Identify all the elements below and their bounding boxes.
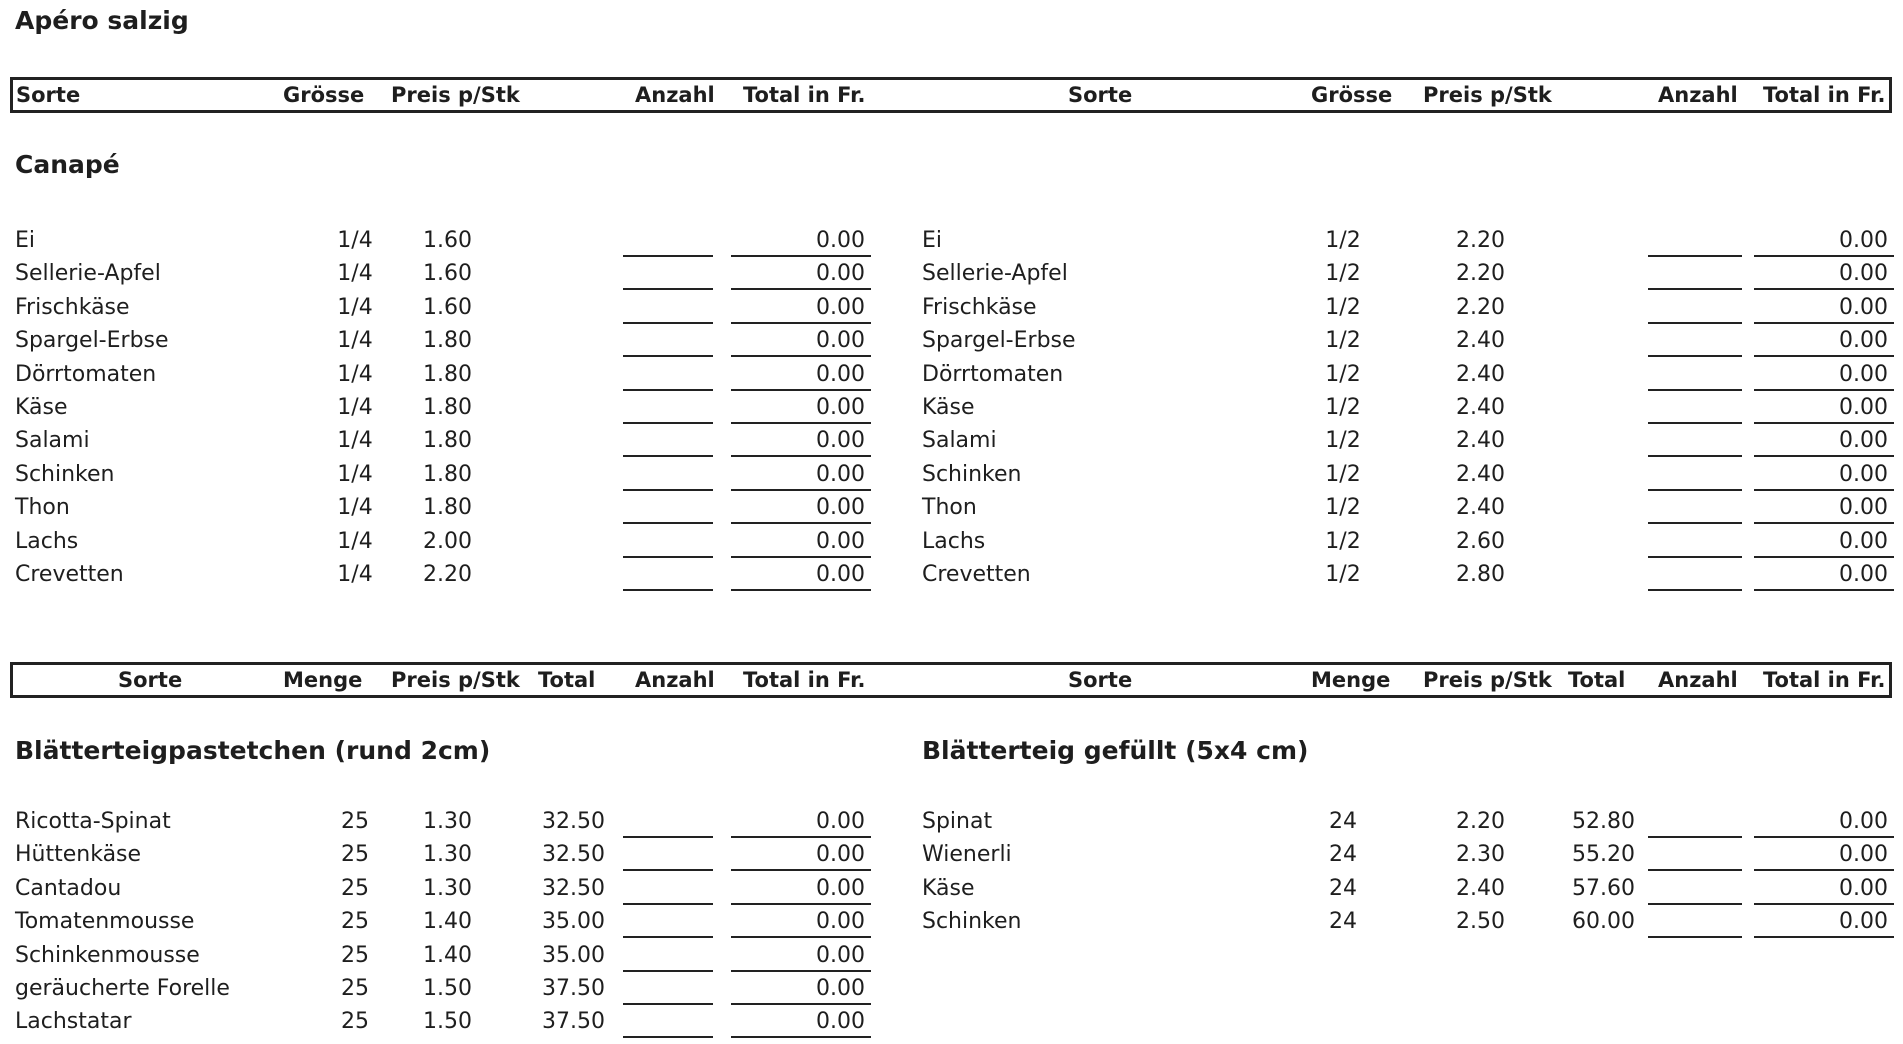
item-name: Crevetten xyxy=(922,562,1031,587)
item-price: 2.40 xyxy=(1456,495,1505,521)
item-name: Sellerie-Apfel xyxy=(922,261,1068,287)
item-price: 1.40 xyxy=(423,942,472,968)
item-total: 0.00 xyxy=(816,562,865,587)
header-sorte-right: Sorte xyxy=(1068,83,1133,107)
item-price: 1.80 xyxy=(423,428,472,454)
table-row xyxy=(0,391,1903,424)
header-total: Total in Fr. xyxy=(743,83,866,107)
item-total: 0.00 xyxy=(1839,809,1888,834)
item-name: Frischkäse xyxy=(15,294,130,320)
item-size: 1/4 xyxy=(337,528,373,554)
header-menge: Menge xyxy=(283,668,363,692)
item-name: Thon xyxy=(922,495,977,521)
item-quantity: 25 xyxy=(341,909,369,935)
item-total: 0.00 xyxy=(816,261,865,287)
item-total: 0.00 xyxy=(1839,562,1888,587)
table-row xyxy=(0,324,1903,357)
item-name: Ei xyxy=(922,228,943,253)
header-preis: Preis p/Stk xyxy=(391,668,520,692)
total-line[interactable] xyxy=(731,1036,871,1038)
item-price: 2.20 xyxy=(1456,809,1505,834)
item-name: Käse xyxy=(922,395,975,420)
item-price: 1.50 xyxy=(423,976,472,1001)
item-total: 0.00 xyxy=(1839,842,1888,868)
item-total: 0.00 xyxy=(816,228,865,253)
item-subtotal: 32.50 xyxy=(542,809,605,834)
item-name: Spargel-Erbse xyxy=(922,328,1076,354)
item-subtotal: 35.00 xyxy=(542,909,605,935)
header-preis-right: Preis p/Stk xyxy=(1423,668,1552,692)
item-price: 2.60 xyxy=(1456,528,1505,554)
table-row xyxy=(0,838,1903,871)
item-price: 2.40 xyxy=(1456,461,1505,487)
item-price: 2.20 xyxy=(1456,294,1505,320)
item-size: 1/4 xyxy=(337,294,373,320)
header-groesse: Grösse xyxy=(283,83,365,107)
item-price: 2.40 xyxy=(1456,361,1505,387)
item-total: 0.00 xyxy=(816,976,865,1001)
item-name: Lachs xyxy=(922,528,986,554)
table-row xyxy=(0,905,1903,938)
item-total: 0.00 xyxy=(1839,361,1888,387)
item-size: 1/2 xyxy=(1325,428,1361,454)
item-quantity: 25 xyxy=(341,809,369,834)
item-size: 1/2 xyxy=(1325,528,1361,554)
item-name: Thon xyxy=(15,495,70,521)
item-price: 1.60 xyxy=(423,294,472,320)
item-price: 1.80 xyxy=(423,461,472,487)
item-subtotal: 35.00 xyxy=(542,942,605,968)
header-preis-right: Preis p/Stk xyxy=(1423,83,1552,107)
item-size: 1/2 xyxy=(1325,261,1361,287)
header-menge-right: Menge xyxy=(1311,668,1391,692)
table-row xyxy=(0,458,1903,491)
item-quantity: 24 xyxy=(1329,809,1357,834)
item-quantity: 24 xyxy=(1329,875,1357,901)
item-subtotal: 32.50 xyxy=(542,875,605,901)
total-line[interactable] xyxy=(1754,936,1894,938)
item-total: 0.00 xyxy=(816,842,865,868)
page-title: Apéro salzig xyxy=(15,6,189,35)
item-name: Crevetten xyxy=(15,562,124,587)
item-price: 1.30 xyxy=(423,842,472,868)
item-name: geräucherte Forelle xyxy=(15,976,230,1001)
header-anzahl-right: Anzahl xyxy=(1658,668,1738,692)
item-total: 0.00 xyxy=(816,875,865,901)
table-row xyxy=(0,872,1903,905)
item-price: 2.30 xyxy=(1456,842,1505,868)
item-price: 2.20 xyxy=(1456,228,1505,253)
item-size: 1/4 xyxy=(337,395,373,420)
item-name: Schinkenmousse xyxy=(15,942,200,968)
item-subtotal: 52.80 xyxy=(1572,809,1635,834)
section-title-pastetchen: Blätterteigpastetchen (rund 2cm) xyxy=(15,736,491,765)
item-total: 0.00 xyxy=(1839,528,1888,554)
item-size: 1/4 xyxy=(337,461,373,487)
item-total: 0.00 xyxy=(816,395,865,420)
item-price: 1.80 xyxy=(423,395,472,420)
item-total: 0.00 xyxy=(816,294,865,320)
item-quantity: 25 xyxy=(341,875,369,901)
header-total-right: Total in Fr. xyxy=(1763,668,1886,692)
column-header-bar-canape xyxy=(10,77,1892,113)
item-size: 1/4 xyxy=(337,261,373,287)
item-price: 1.80 xyxy=(423,495,472,521)
item-total: 0.00 xyxy=(1839,294,1888,320)
table-row xyxy=(0,558,1903,591)
item-name: Schinken xyxy=(15,461,115,487)
item-total: 0.00 xyxy=(816,428,865,454)
item-size: 1/4 xyxy=(337,562,373,587)
item-price: 2.40 xyxy=(1456,428,1505,454)
item-total: 0.00 xyxy=(1839,395,1888,420)
item-name: Sellerie-Apfel xyxy=(15,261,161,287)
item-quantity: 25 xyxy=(341,976,369,1001)
item-price: 1.30 xyxy=(423,809,472,834)
item-size: 1/2 xyxy=(1325,228,1361,253)
item-total: 0.00 xyxy=(1839,328,1888,354)
item-size: 1/2 xyxy=(1325,395,1361,420)
table-row xyxy=(0,491,1903,524)
item-total: 0.00 xyxy=(816,461,865,487)
item-price: 1.80 xyxy=(423,361,472,387)
item-size: 1/2 xyxy=(1325,461,1361,487)
table-row xyxy=(0,525,1903,558)
item-name: Käse xyxy=(922,875,975,901)
table-row xyxy=(0,939,1903,972)
item-size: 1/4 xyxy=(337,228,373,253)
item-price: 1.60 xyxy=(423,261,472,287)
header-anzahl: Anzahl xyxy=(635,668,715,692)
item-total: 0.00 xyxy=(816,909,865,935)
table-row xyxy=(0,257,1903,290)
item-price: 1.50 xyxy=(423,1009,472,1035)
item-name: Salami xyxy=(922,428,997,454)
item-name: Frischkäse xyxy=(922,294,1037,320)
item-quantity: 24 xyxy=(1329,842,1357,868)
item-total: 0.00 xyxy=(816,328,865,354)
item-total: 0.00 xyxy=(1839,495,1888,521)
item-name: Ricotta-Spinat xyxy=(15,809,171,834)
table-row xyxy=(0,358,1903,391)
item-total: 0.00 xyxy=(1839,875,1888,901)
item-name: Lachstatar xyxy=(15,1009,132,1035)
item-size: 1/2 xyxy=(1325,328,1361,354)
item-quantity: 25 xyxy=(341,942,369,968)
item-name: Ei xyxy=(15,228,36,253)
item-total: 0.00 xyxy=(816,942,865,968)
item-name: Salami xyxy=(15,428,90,454)
item-price: 2.40 xyxy=(1456,328,1505,354)
table-row xyxy=(0,805,1903,838)
item-price: 1.30 xyxy=(423,875,472,901)
item-price: 2.40 xyxy=(1456,875,1505,901)
item-name: Spargel-Erbse xyxy=(15,328,169,354)
header-total-right: Total in Fr. xyxy=(1763,83,1886,107)
item-size: 1/4 xyxy=(337,328,373,354)
item-price: 2.20 xyxy=(1456,261,1505,287)
item-price: 2.20 xyxy=(423,562,472,587)
table-row xyxy=(0,424,1903,457)
item-subtotal: 57.60 xyxy=(1572,875,1635,901)
anzahl-input-line[interactable] xyxy=(623,1036,713,1038)
item-total: 0.00 xyxy=(1839,228,1888,253)
header-sorte: Sorte xyxy=(16,83,81,107)
item-total: 0.00 xyxy=(816,1009,865,1035)
item-quantity: 24 xyxy=(1329,909,1357,935)
table-row xyxy=(0,972,1903,1005)
item-subtotal: 55.20 xyxy=(1572,842,1635,868)
item-size: 1/2 xyxy=(1325,294,1361,320)
anzahl-input-line[interactable] xyxy=(1648,936,1742,938)
item-subtotal: 60.00 xyxy=(1572,909,1635,935)
item-price: 1.40 xyxy=(423,909,472,935)
item-name: Dörrtomaten xyxy=(922,361,1064,387)
item-size: 1/2 xyxy=(1325,361,1361,387)
item-total: 0.00 xyxy=(1839,428,1888,454)
item-subtotal: 32.50 xyxy=(542,842,605,868)
item-size: 1/2 xyxy=(1325,495,1361,521)
header-total: Total in Fr. xyxy=(743,668,866,692)
item-size: 1/4 xyxy=(337,428,373,454)
item-name: Cantadou xyxy=(15,875,122,901)
item-quantity: 25 xyxy=(341,842,369,868)
item-name: Lachs xyxy=(15,528,79,554)
item-name: Hüttenkäse xyxy=(15,842,142,868)
item-total: 0.00 xyxy=(816,495,865,521)
item-price: 2.00 xyxy=(423,528,472,554)
header-anzahl-right: Anzahl xyxy=(1658,83,1738,107)
item-name: Schinken xyxy=(922,461,1022,487)
header-anzahl: Anzahl xyxy=(635,83,715,107)
item-subtotal: 37.50 xyxy=(542,1009,605,1035)
item-price: 2.40 xyxy=(1456,395,1505,420)
item-price: 1.60 xyxy=(423,228,472,253)
item-price: 2.50 xyxy=(1456,909,1505,935)
total-line[interactable] xyxy=(1754,589,1894,591)
header-sorte: Sorte xyxy=(118,668,183,692)
item-total: 0.00 xyxy=(1839,461,1888,487)
item-total: 0.00 xyxy=(1839,261,1888,287)
column-header-bar-blaetterteig xyxy=(10,662,1892,698)
item-total: 0.00 xyxy=(816,361,865,387)
item-name: Spinat xyxy=(922,809,993,834)
header-preis: Preis p/Stk xyxy=(391,83,520,107)
item-name: Tomatenmousse xyxy=(15,909,195,935)
table-row xyxy=(0,291,1903,324)
section-title-gefuellt: Blätterteig gefüllt (5x4 cm) xyxy=(922,736,1309,765)
anzahl-input-line[interactable] xyxy=(1648,589,1742,591)
item-size: 1/4 xyxy=(337,361,373,387)
item-size: 1/4 xyxy=(337,495,373,521)
item-total: 0.00 xyxy=(1839,909,1888,935)
header-sorte-right: Sorte xyxy=(1068,668,1133,692)
section-title-canape: Canapé xyxy=(15,150,120,179)
item-total: 0.00 xyxy=(816,809,865,834)
item-price: 1.80 xyxy=(423,328,472,354)
item-price: 2.80 xyxy=(1456,562,1505,587)
table-row xyxy=(0,1005,1903,1038)
item-name: Dörrtomaten xyxy=(15,361,157,387)
header-groesse-right: Grösse xyxy=(1311,83,1393,107)
item-name: Schinken xyxy=(922,909,1022,935)
item-total: 0.00 xyxy=(816,528,865,554)
item-name: Käse xyxy=(15,395,68,420)
item-subtotal: 37.50 xyxy=(542,976,605,1001)
header-subtotal-right: Total xyxy=(1568,668,1626,692)
header-subtotal: Total xyxy=(538,668,596,692)
item-name: Wienerli xyxy=(922,842,1012,868)
item-quantity: 25 xyxy=(341,1009,369,1035)
table-row xyxy=(0,224,1903,257)
item-size: 1/2 xyxy=(1325,562,1361,587)
